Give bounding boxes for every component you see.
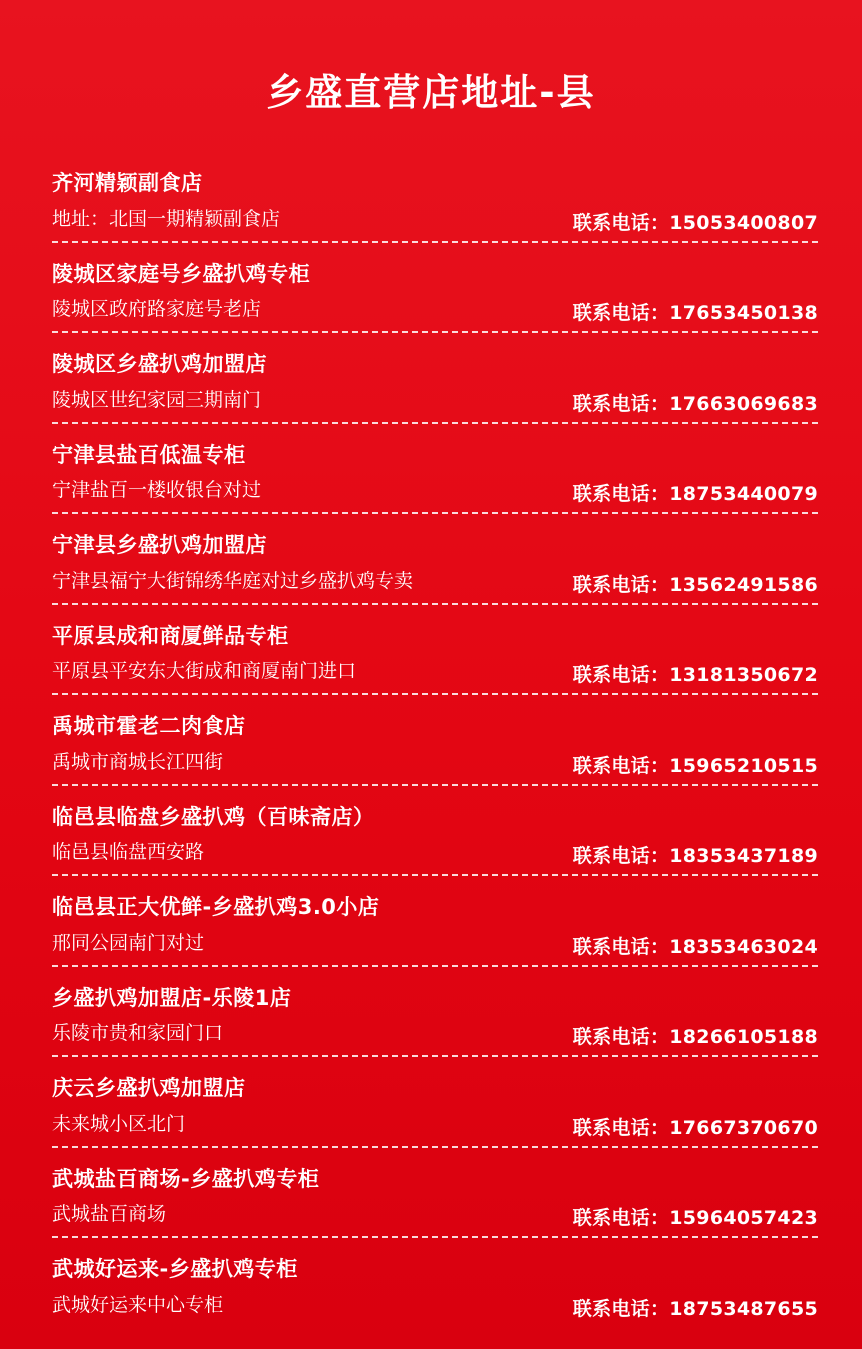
store-name: 宁津县盐百低温专柜: [52, 442, 246, 467]
divider: [52, 241, 818, 243]
store-phone: 联系电话：18353437189: [572, 845, 818, 868]
store-address: 临邑县临盘西安路: [52, 841, 205, 864]
store-phone: 联系电话：18353463024: [572, 935, 818, 958]
store-address: 宁津盐百一楼收银台对过: [52, 479, 262, 502]
store-phone: 联系电话：15053400807: [572, 211, 818, 234]
page-title: 乡盛直营店地址-县: [266, 70, 596, 114]
store-detail-row: [52, 295, 818, 325]
store-detail-row: [52, 1291, 818, 1321]
list-item: [52, 1160, 818, 1251]
list-item: [52, 617, 818, 708]
store-name: 临邑县临盘乡盛扒鸡（百味斋店）: [52, 804, 375, 829]
store-address: 陵城区世纪家园三期南门: [52, 388, 262, 411]
store-name: 齐河精颖副食店: [52, 171, 203, 196]
store-name: 庆云乡盛扒鸡加盟店: [52, 1076, 246, 1101]
divider: [52, 693, 818, 695]
store-detail-row: [52, 657, 818, 687]
store-address: 邢同公园南门对过: [52, 931, 205, 954]
list-item: [52, 436, 818, 527]
list-item: [52, 979, 818, 1070]
store-address: 武城盐百商场: [52, 1203, 167, 1226]
list-item: [52, 164, 818, 255]
divider: [52, 1055, 818, 1057]
list-item: [52, 526, 818, 617]
store-name: 平原县成和商厦鲜品专柜: [52, 623, 289, 648]
store-address: 武城好运来中心专柜: [52, 1293, 224, 1316]
store-detail-row: [52, 1110, 818, 1140]
divider: [52, 965, 818, 967]
store-detail-row: [52, 205, 818, 235]
store-address: 宁津县福宁大街锦绣华庭对过乡盛扒鸡专卖: [52, 569, 414, 592]
store-phone: 联系电话：18753487655: [572, 1297, 818, 1320]
store-phone: 联系电话：15964057423: [572, 1207, 818, 1230]
store-name: 陵城区家庭号乡盛扒鸡专柜: [52, 261, 310, 286]
list-item: [52, 707, 818, 798]
store-address: 未来城小区北门: [52, 1112, 186, 1135]
store-phone: 联系电话：13562491586: [572, 573, 818, 596]
store-name: 武城盐百商场-乡盛扒鸡专柜: [52, 1166, 320, 1191]
divider: [52, 784, 818, 786]
divider: [52, 1236, 818, 1238]
store-phone: 联系电话：13181350672: [572, 664, 818, 687]
store-address: 平原县平安东大街成和商厦南门进口: [52, 660, 357, 683]
store-name: 陵城区乡盛扒鸡加盟店: [52, 352, 267, 377]
store-address: 地址：北国一期精颖副食店: [52, 207, 281, 230]
store-detail-row: [52, 386, 818, 416]
store-name: 禹城市霍老二肉食店: [52, 714, 246, 739]
list-item: [52, 1250, 818, 1331]
store-phone: 联系电话：17653450138: [572, 302, 818, 325]
divider: [52, 422, 818, 424]
store-address: 禹城市商城长江四街: [52, 750, 224, 773]
store-phone: 联系电话：17667370670: [572, 1116, 818, 1139]
list-item: [52, 255, 818, 346]
store-phone: 联系电话：17663069683: [572, 392, 818, 415]
store-list: [0, 164, 862, 1331]
store-name: 武城好运来-乡盛扒鸡专柜: [52, 1257, 298, 1282]
store-phone: 联系电话：15965210515: [572, 754, 818, 777]
store-detail-row: [52, 838, 818, 868]
divider: [52, 512, 818, 514]
divider: [52, 331, 818, 333]
store-name: 乡盛扒鸡加盟店-乐陵1店: [52, 985, 292, 1010]
store-detail-row: [52, 929, 818, 959]
divider: [52, 603, 818, 605]
list-item: [52, 798, 818, 889]
store-detail-row: [52, 1200, 818, 1230]
store-detail-row: [52, 748, 818, 778]
store-address: 乐陵市贵和家园门口: [52, 1022, 224, 1045]
list-item: [52, 345, 818, 436]
store-phone: 联系电话：18266105188: [572, 1026, 818, 1049]
store-address: 陵城区政府路家庭号老店: [52, 298, 262, 321]
store-detail-row: [52, 567, 818, 597]
store-detail-row: [52, 476, 818, 506]
divider: [52, 1146, 818, 1148]
list-item: [52, 1069, 818, 1160]
list-item: [52, 888, 818, 979]
store-phone: 联系电话：18753440079: [572, 483, 818, 506]
store-name: 宁津县乡盛扒鸡加盟店: [52, 533, 267, 558]
divider: [52, 874, 818, 876]
store-name: 临邑县正大优鲜-乡盛扒鸡3.0小店: [52, 895, 380, 920]
store-detail-row: [52, 1019, 818, 1049]
